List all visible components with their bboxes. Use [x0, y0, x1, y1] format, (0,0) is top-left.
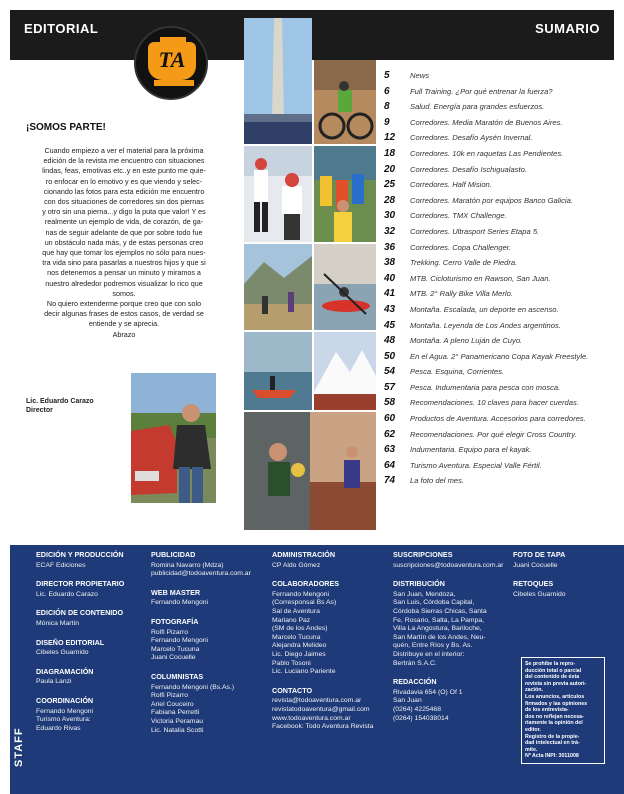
sumario-item[interactable] — [384, 101, 620, 117]
sumario-item[interactable] — [384, 226, 620, 242]
staff-entry: Sal de Aventura — [272, 607, 320, 615]
staff-section-heading: DISEÑO EDITORIAL — [36, 637, 105, 647]
sumario-item[interactable] — [384, 413, 620, 429]
staff-column-2 — [151, 551, 267, 735]
runners-crowd-photo — [314, 146, 376, 242]
editorial-title: ¡SOMOS PARTE! — [26, 122, 106, 133]
sumario-item[interactable] — [384, 148, 620, 164]
sumario-page-number: 6 — [384, 85, 390, 97]
staff-entry: (SM de los Andes) — [272, 625, 328, 633]
sumario-page-number: 20 — [384, 163, 396, 175]
editorial-line: ro enfocar en lo emotivo y es que viendo y selec- — [45, 176, 203, 186]
signature-role: Director — [26, 407, 53, 414]
sumario-item-title: News — [410, 71, 429, 80]
sumario-item[interactable] — [384, 257, 620, 273]
sumario-item-title: Pesca. Esquina, Corrientes. — [410, 367, 505, 377]
sumario-item[interactable] — [384, 164, 620, 180]
editorial-signature — [26, 397, 94, 415]
mtb-rider-photo — [314, 60, 376, 144]
staff-entry: San Juan, Mendoza, — [393, 590, 456, 598]
legal-notice — [521, 657, 605, 764]
sumario-item-title: Corredores. 10k en raquetas Las Pendientes. — [410, 148, 564, 158]
sumario-page-number: 5 — [384, 70, 390, 81]
staff-entry: Rolfi Pizarro — [151, 692, 189, 700]
staff-entry: Juani Cocuelle — [151, 654, 196, 662]
legal-notice-line: de los entrevista- — [525, 707, 569, 714]
staff-entry: Mariano Paz — [272, 616, 311, 624]
legal-notice-line: firmados y las opiniones — [525, 700, 588, 707]
sumario-page-number: 43 — [384, 303, 396, 315]
staff-section-heading: DISTRIBUCIÓN — [393, 579, 445, 589]
staff-section-heading: DIRECTOR PROPIETARIO — [36, 579, 125, 589]
legal-notice-line: Se prohíbe la repro- — [525, 661, 576, 667]
sumario-item-title: Montaña. A pleno Luján de Cuyo. — [410, 336, 523, 346]
sumario-page-number: 12 — [384, 132, 396, 144]
staff-entry: Alejandra Melideo — [272, 642, 327, 650]
staff-section-heading: FOTO DE TAPA — [513, 550, 566, 559]
snowy-peak-photo — [314, 332, 376, 410]
editorial-line: somos. — [112, 288, 136, 298]
staff-entry: Lic. Eduardo Carazo — [36, 590, 98, 598]
sumario-item-title: Montaña. Escalada, un deporte en ascenso. — [410, 304, 559, 314]
sumario-item-title: Full Training. ¿Por qué entrenar la fuerza? — [410, 86, 553, 96]
staff-entry: Cibeles Guarnido — [36, 649, 89, 657]
sumario-page-number: 28 — [384, 194, 396, 206]
trekking-valley-photo — [244, 244, 312, 330]
editorial-line: edición de la revista me encuentro con situaciones — [43, 156, 205, 166]
sumario-page-number: 40 — [384, 272, 396, 284]
magazine-logo — [134, 26, 208, 100]
sumario-item-title: MTB. 2° Rally Bike Villa Merlo. — [410, 289, 513, 299]
climbers-photo — [244, 412, 376, 530]
header-bar — [10, 10, 614, 60]
staff-entry: Villa La Angostura, Bariloche, — [393, 625, 482, 633]
staff-entry: Marcelo Tucuna — [272, 633, 321, 641]
obelisk-photo — [244, 18, 312, 144]
sumario-item-title: Corredores. Ultrasport Series Etapa 5. — [410, 226, 540, 236]
staff-entry: Turismo Aventura: — [36, 716, 91, 724]
sumario-page-number: 74 — [384, 475, 396, 487]
staff-section-heading: DIAGRAMACIÓN — [36, 666, 94, 676]
editorial-line: nas de seguir adelante de que por sobre todo fue — [45, 227, 203, 237]
staff-entry: Fabiana Perretti — [151, 709, 200, 717]
editorial-line: nuestro alrededor podremos visualizar lo rico que — [45, 278, 203, 288]
staff-entry: Lic. Luciano Pariente — [272, 668, 336, 676]
staff-entry: San Luis, Córdoba Capital, — [393, 599, 475, 607]
staff-section-heading: COLABORADORES — [272, 579, 340, 589]
legal-notice-line: Registro de la propie- — [525, 733, 580, 740]
legal-notice-line: zación. — [525, 687, 543, 694]
editorial-line: lindas, feas, emotivas etc..y en este punto me quie- — [42, 166, 206, 176]
sumario-item-title: Corredores. TMX Challenge. — [410, 211, 507, 221]
staff-column-1 — [36, 551, 146, 733]
sumario-item-title: Corredores. Media Maratón de Buenos Aires. — [410, 117, 563, 127]
staff-entry: Mónica Martín — [36, 619, 80, 627]
sumario-item-title: En el Agua. 2° Panamericano Copa Kayak Freestyle. — [410, 351, 589, 361]
sumario-item[interactable] — [384, 444, 620, 460]
staff-entry: Lic. Natalia Scotti — [151, 726, 204, 734]
editorial-line: entiende y se aprecia. — [88, 319, 160, 329]
sumario-page-number: 9 — [384, 116, 390, 128]
editorial-body — [26, 146, 222, 340]
staff-entry: revistatodoaventura@gmail.com — [272, 705, 370, 713]
staff-entry: revista@todoaventura.com.ar — [272, 697, 362, 705]
legal-notice-line: mite. — [525, 746, 538, 753]
staff-entry: Paula Lanzi — [36, 678, 72, 686]
staff-entry: CP Aldo Gómez — [272, 561, 321, 569]
staff-section-heading: EDICIÓN Y PRODUCCIÓN — [36, 550, 124, 559]
legal-notice-line: revista sin previa autori- — [525, 680, 587, 687]
legal-notice-line: editor. — [525, 726, 541, 733]
staff-entry: publicidad@todoaventura.com.ar — [151, 570, 251, 578]
staff-entry: quén, Entre Ríos y Bs. As. — [393, 642, 473, 650]
sumario-item[interactable] — [384, 117, 620, 133]
staff-entry: Fernando Mengoni — [151, 599, 209, 607]
sumario-item-title: Trekking. Cerro Valle de Piedra. — [410, 258, 518, 268]
staff-entry: (0264) 154038014 — [393, 714, 449, 722]
staff-entry: Eduardo Rivas — [36, 724, 81, 732]
sumario-page-number: 25 — [384, 179, 396, 191]
staff-entry: Fernando Mengoni (Bs.As.) — [151, 683, 235, 691]
editorial-line: cionando las fotos para esta edición me encuentro — [43, 186, 205, 196]
sumario-item[interactable] — [384, 273, 620, 289]
editorial-line: Abrazo — [112, 329, 136, 339]
sumario-item[interactable] — [384, 335, 620, 351]
editorial-line: Cuando empiezo a ver el material para la próxima — [44, 146, 204, 155]
sumario-item-title: Turismo Aventura. Especial Valle Fértil. — [410, 460, 542, 470]
sumario-page-number: 45 — [384, 319, 396, 331]
staff-section-heading: EDICIÓN DE CONTENIDO — [36, 608, 124, 618]
staff-entry: suscripciones@todoaventura.com.ar — [393, 561, 504, 569]
sumario-page-number: 41 — [384, 288, 396, 300]
staff-entry: Bertrán S.A.C. — [393, 659, 437, 667]
logo-mark: TA — [148, 42, 196, 80]
editorial-line: nos detenemos a pensar un minuto y miramos a — [47, 268, 201, 278]
sumario-item-title: Corredores. Desafío Ischigualasto. — [410, 164, 527, 174]
staff-entry: San Juan — [393, 697, 422, 705]
staff-entry: Fe, Rosario, Salta, La Pampa, — [393, 616, 485, 624]
sumario-item[interactable] — [384, 320, 620, 336]
sumario-item[interactable] — [384, 195, 620, 211]
fishing-boat-photo — [244, 332, 312, 410]
sumario-item-title: Salud. Energía para grandes esfuerzos. — [410, 102, 545, 112]
staff-column-5 — [513, 551, 613, 599]
staff-entry: Rivadavia 654 (O) Of 1 — [393, 688, 463, 696]
editorial-line: un obstáculo nada más, y de estas personas creo — [44, 237, 204, 247]
sumario-page-number: 54 — [384, 366, 396, 378]
staff-entry: Rolfi Pizarro — [151, 628, 189, 636]
sumario-page-number: 63 — [384, 444, 396, 456]
sumario-page-number: 8 — [384, 101, 390, 113]
kayak-photo — [314, 244, 376, 330]
sumario-page-number: 48 — [384, 335, 396, 347]
sumario-item[interactable] — [384, 70, 620, 86]
sumario-item-title: Recomendaciones. 10 claves para hacer cuerdas. — [410, 398, 579, 408]
sumario-item[interactable] — [384, 132, 620, 148]
legal-notice-line: Nº Acta INPI: 3011008 — [525, 753, 579, 760]
sumario-item-title: Corredores. Half Mision. — [410, 180, 492, 190]
staff-entry: Córdoba Sierras Chicas, Santa — [393, 607, 487, 615]
staff-section-heading: CONTACTO — [272, 685, 313, 695]
sumario-heading: SUMARIO — [535, 21, 600, 36]
editorial-line: tra vida sino para pasarlas a nuestros hijos y que si — [42, 258, 206, 268]
director-portrait-photo — [131, 373, 216, 503]
legal-notice-line: Los anuncios, artículos — [525, 693, 585, 700]
sumario-item[interactable] — [384, 86, 620, 102]
editorial-line: No quiero extenderme porque creo que con solo — [46, 299, 202, 309]
staff-section-heading: COORDINACIÓN — [36, 695, 94, 705]
legal-notice-line: riamente la opinión del — [525, 720, 583, 727]
staff-panel — [10, 545, 624, 794]
staff-entry: (Corresponsal Bs As) — [272, 599, 337, 607]
sumario-item[interactable] — [384, 429, 620, 445]
legal-notice-line: ducción total o parcial — [525, 667, 582, 674]
sumario-page-number: 50 — [384, 350, 396, 362]
sumario-item[interactable] — [384, 475, 620, 491]
sumario-page-number: 36 — [384, 241, 396, 253]
staff-entry: San Martín de los Andes, Neu- — [393, 633, 486, 641]
sumario-item[interactable] — [384, 351, 620, 367]
staff-section-heading: RETOQUES — [513, 579, 554, 589]
sumario-item-title: La foto del mes. — [410, 476, 465, 486]
staff-section-heading: FOTOGRAFÍA — [151, 616, 199, 626]
sumario-page-number: 32 — [384, 225, 396, 237]
staff-section-heading: ADMINISTRACIÓN — [272, 550, 336, 559]
staff-entry: Fernando Mengoni — [151, 637, 209, 645]
sumario-page-number: 58 — [384, 397, 396, 409]
staff-entry: ECAF Ediciones — [36, 561, 86, 569]
sumario-page-number: 60 — [384, 413, 396, 425]
staff-entry: Ariel Couceiro — [151, 700, 194, 708]
sumario-item[interactable] — [384, 382, 620, 398]
sumario-item[interactable] — [384, 366, 620, 382]
sumario-page-number: 62 — [384, 428, 396, 440]
sumario-page-number: 57 — [384, 381, 396, 393]
staff-entry: Fernando Mengoni — [272, 590, 330, 598]
staff-entry: Distribuye en el interior: — [393, 650, 465, 658]
staff-entry: www.todoaventura.com.ar — [272, 714, 351, 722]
legal-notice-line: dos no reflejan necesa- — [525, 713, 584, 720]
sumario-item-title: Recomendaciones. Por qué elegir Cross Country. — [410, 429, 577, 439]
staff-section-heading: COLUMNISTAS — [151, 671, 204, 681]
sumario-item[interactable] — [384, 460, 620, 476]
staff-entry: Facebook: Todo Aventura Revista — [272, 723, 374, 731]
staff-column-3 — [272, 551, 390, 732]
sumario-item-title: MTB. Cicloturismo en Rawson, San Juan. — [410, 273, 551, 283]
staff-column-4 — [393, 551, 513, 723]
staff-section-heading: SUSCRIPCIONES — [393, 550, 453, 559]
legal-notice-line: dad intelectual en trá- — [525, 740, 580, 747]
staff-entry: Lic. Diego Jaimes — [272, 650, 326, 658]
sumario-list — [384, 70, 620, 491]
sumario-item[interactable] — [384, 304, 620, 320]
staff-side-label: STAFF — [10, 545, 32, 794]
sumario-page-number: 30 — [384, 210, 396, 222]
sumario-item-title: Indumentaria. Equipo para el kayak. — [410, 445, 532, 455]
staff-entry: Marcelo Tucuna — [151, 645, 200, 653]
runners-snow-photo — [244, 146, 312, 242]
sumario-item[interactable] — [384, 242, 620, 258]
sumario-item-title: Pesca. Indumentaria para pesca con mosca. — [410, 382, 561, 392]
staff-section-heading: REDACCIÓN — [393, 677, 437, 687]
editorial-line: con dos situaciones de corredores sin dos piernas — [44, 197, 204, 207]
staff-entry: Cibeles Guarnido — [513, 590, 566, 598]
editorial-line: realmente un ejemplo de vida, de corazón, de ga- — [44, 217, 204, 227]
legal-notice-line: del contenido de ésta — [525, 674, 580, 681]
logo-underline — [154, 80, 194, 86]
editorial-line: decir algunas frases de estos casos, de verdad se — [44, 309, 204, 319]
staff-entry: Fernando Mengoni — [36, 707, 94, 715]
sumario-item-title: Corredores. Copa Challenger. — [410, 242, 512, 252]
signature-name: Lic. Eduardo Carazo — [26, 398, 94, 405]
sumario-item-title: Corredores. Desafío Aysén Invernal. — [410, 133, 533, 143]
editorial-heading: EDITORIAL — [24, 21, 99, 36]
sumario-item[interactable] — [384, 288, 620, 304]
staff-section-heading: WEB MASTER — [151, 587, 201, 597]
sumario-item-title: Corredores. Maratón por equipos Banco Galicia. — [410, 195, 573, 205]
editorial-line: y otro sin una pierna...y digo la puta que valor! Y es — [42, 207, 206, 217]
staff-entry: Juani Cocuelle — [513, 561, 558, 569]
sumario-item[interactable] — [384, 210, 620, 226]
staff-entry: Victoria Peramau — [151, 717, 204, 725]
sumario-page-number: 18 — [384, 147, 396, 159]
staff-section-heading: PUBLICIDAD — [151, 550, 196, 559]
sumario-item-title: Montaña. Leyenda de Los Andes argentinos. — [410, 320, 561, 330]
sumario-item[interactable] — [384, 397, 620, 413]
editorial-line: que hay que tomar los ejemplos no sólo para nues- — [42, 248, 206, 258]
staff-entry: Romina Navarro (Mdza) — [151, 561, 224, 569]
sumario-item[interactable] — [384, 179, 620, 195]
staff-entry: (0264) 4225468 — [393, 705, 441, 713]
sumario-page-number: 38 — [384, 257, 396, 269]
sumario-item-title: Productos de Aventura. Accesorios para corredores. — [410, 414, 586, 424]
sumario-page-number: 64 — [384, 459, 396, 471]
staff-entry: Pablo Tosoni — [272, 659, 311, 667]
